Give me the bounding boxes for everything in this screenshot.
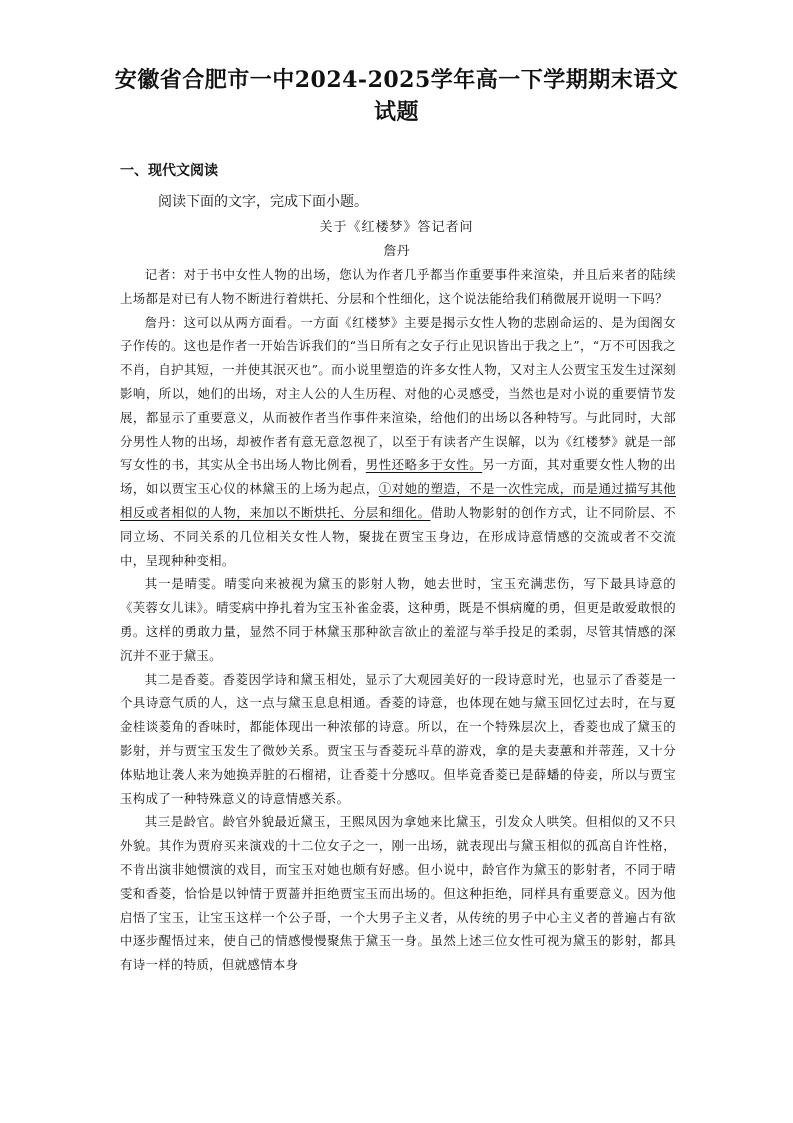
paragraph-text: 詹丹：这可以从两方面看。一方面《红楼梦》主要是揭示女性人物的悲剧命运的、是为闺阁女子作传的。这也是作者一开始告诉我们的“当日所有之女子行止见识皆出于我之上”，“万不可因我之不肖，自护其短，一并使其泯灭也”。而小说里塑造的许多女性人物，又对主人公贾宝玉发生过深刻影响，所以，她们的出场，对主人公的人生历程、对他的心灵感受，当然也是对小说的重要情节发展，都显示了重要意义，从而被作者当作事件来渲染，给他们的出场以各种特写。与此同时，大部分男性人物的出场，却被作者有意无意忽视了，以至于有读者产生误解，以为《红楼梦》就是一部写女性的书，其实从全书出场人物比例看，	[120, 314, 676, 473]
article-title: 关于《红楼梦》答记者问	[319, 220, 474, 235]
paragraph-text: 其二是香菱。香菱因学诗和黛玉相处，显示了大观园美好的一段诗意时光，也显示了香菱是一个具诗意气质的人，这一点与黛玉息息相通。香菱的诗意，也体现在她与黛玉回忆过去时，在与夏金桂谈菱角的香味时，都能体现出一种浓郁的诗意。所以，在一个特殊层次上，香菱也成了黛玉的影射，并与贾宝玉发生了微妙关系。贾宝玉与香菱玩斗草的游戏，拿的是夫妻蕙和并蒂莲，又十分体贴地让袭人来为她换弄脏的石榴裙，让香菱十分感叹。但毕竟香菱已是薛蟠的侍妾，所以与贾宝玉构成了一种特殊意义的诗意情感关系。	[120, 671, 676, 806]
paragraph-5	[120, 810, 676, 977]
paragraph-2	[120, 311, 676, 573]
section-heading: 一、现代文阅读	[120, 163, 218, 179]
paragraph-text: 另一方面，其对重要女性人物的出场，如以贾宝玉心仪的林黛玉的上场为起点，	[120, 457, 677, 497]
paragraph-text: 其三是龄官。龄官外貌最近黛玉，王熙凤因为拿她来比黛玉，引发众人哄笑。但相似的又不只外貌。其作为贾府买来演戏的十二位女子之一，刚一出场，就表现出与黛玉相似的孤高自许性格，不肯出演非她惯演的戏目，而宝玉对她也颇有好感。但小说中，龄官作为黛玉的影射者，不同于晴雯和香菱，恰恰是以钟情于贾蔷并拒绝贾宝玉而出场的。但这种拒绝，同样具有重要意义。因为他启悟了宝玉，让宝玉这样一个公子哥，一个大男子主义者，从传统的男子中心主义者的普遍占有欲中逐步醒悟过来，使自己的情感慢慢聚焦于黛玉一身。虽然上述三位女性可视为黛玉的影射，都具有诗一样的特质，但就感情本身	[120, 814, 676, 973]
paragraph-text: 其一是晴雯。晴雯向来被视为黛玉的影射人物，她去世时，宝玉充满悲伤，写下最具诗意的《芙蓉女儿诔》。晴雯病中挣扎着为宝玉补雀金裘，这种勇，既是不惧病魔的勇，但更是敢爱敢恨的勇。这样的勇敢力量，显然不同于林黛玉那种欲言欲止的羞涩与举手投足的柔弱，尽管其情感的深沉并不亚于黛玉。	[120, 576, 676, 663]
underlined-sentence-1: ①对她的塑造，不是一次性完成，而是通过描写其他相反或者相似的人物，来加以不断烘托、分层和细化。	[120, 481, 677, 520]
paragraph-1	[120, 263, 676, 311]
paragraph-4	[120, 668, 676, 811]
article-body	[120, 263, 676, 977]
paragraph-3	[120, 572, 676, 667]
paragraph-text: 记者：对于书中女性人物的出场，您认为作者几乎都当作重要事件来渲染，并且后来者的陆续上场都是对已有人物不断进行着烘托、分层和个性细化，这个说法能给我们稍微展开说明一下吗？	[120, 267, 676, 306]
document-title: 安徽省合肥市一中2024-2025学年高一下学期期末语文试题	[114, 67, 679, 125]
reading-instruction: 阅读下面的文字，完成下面小题。	[158, 194, 368, 210]
article-author: 詹丹	[383, 244, 410, 259]
underlined-phrase: 男性还略多于女性。	[365, 457, 483, 473]
paragraph-text: 借助人物影射的创作方式，让不同阶层、不同立场、不同关系的几位相关女性人物，聚拢在贾宝玉身边，在形成诗意情感的交流或者不交流中，呈现种种变相。	[120, 504, 676, 568]
